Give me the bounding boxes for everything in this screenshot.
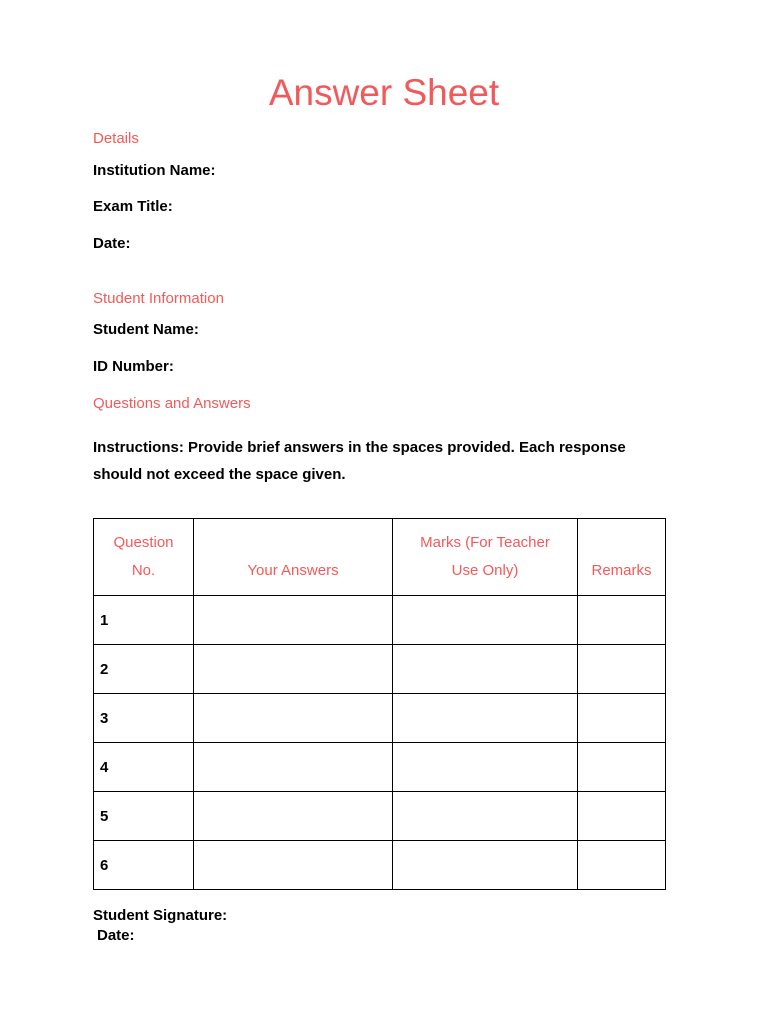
answers-table	[93, 518, 666, 890]
student-signature-label: Student Signature:	[93, 907, 228, 924]
header-marks	[393, 519, 578, 596]
remarks-cell[interactable]	[578, 694, 666, 743]
marks-cell[interactable]	[393, 792, 578, 841]
marks-cell[interactable]	[393, 743, 578, 792]
question-number-cell: 1	[94, 596, 194, 645]
table-row	[94, 596, 666, 645]
table-row	[94, 841, 666, 890]
answer-cell[interactable]	[194, 743, 393, 792]
page-title: Answer Sheet	[268, 72, 500, 113]
id-number-label: ID Number:	[93, 358, 174, 375]
marks-cell[interactable]	[393, 645, 578, 694]
remarks-cell[interactable]	[578, 596, 666, 645]
header-question-no-text: Question No.	[113, 534, 174, 579]
header-remarks-text: Remarks	[591, 562, 652, 579]
table-row	[94, 743, 666, 792]
details-heading: Details	[93, 130, 139, 147]
student-name-label: Student Name:	[93, 321, 199, 338]
question-number-cell: 3	[94, 694, 194, 743]
marks-cell[interactable]	[393, 841, 578, 890]
questions-and-answers-heading: Questions and Answers	[93, 395, 251, 412]
table-row	[94, 792, 666, 841]
remarks-cell[interactable]	[578, 645, 666, 694]
question-number-cell: 6	[94, 841, 194, 890]
header-your-answers-text: Your Answers	[247, 562, 339, 579]
marks-cell[interactable]	[393, 694, 578, 743]
signature-date-label: Date:	[97, 927, 135, 944]
table-header-row	[94, 519, 666, 596]
answer-cell[interactable]	[194, 792, 393, 841]
header-your-answers	[194, 519, 393, 596]
answer-cell[interactable]	[194, 645, 393, 694]
header-marks-text: Marks (For Teacher Use Only)	[420, 534, 550, 579]
date-label: Date:	[93, 235, 131, 252]
header-question-no	[94, 519, 194, 596]
answer-cell[interactable]	[194, 694, 393, 743]
instructions-text: Instructions: Provide brief answers in the spaces provided. Each response should not exceed the space given.	[93, 439, 626, 483]
remarks-cell[interactable]	[578, 743, 666, 792]
table-row	[94, 694, 666, 743]
remarks-cell[interactable]	[578, 841, 666, 890]
header-remarks	[578, 519, 666, 596]
question-number-cell: 5	[94, 792, 194, 841]
remarks-cell[interactable]	[578, 792, 666, 841]
marks-cell[interactable]	[393, 596, 578, 645]
institution-name-label: Institution Name:	[93, 162, 216, 179]
student-information-heading: Student Information	[93, 290, 224, 307]
question-number-cell: 2	[94, 645, 194, 694]
question-number-cell: 4	[94, 743, 194, 792]
exam-title-label: Exam Title:	[93, 198, 173, 215]
answer-cell[interactable]	[194, 841, 393, 890]
table-row	[94, 645, 666, 694]
answer-cell[interactable]	[194, 596, 393, 645]
